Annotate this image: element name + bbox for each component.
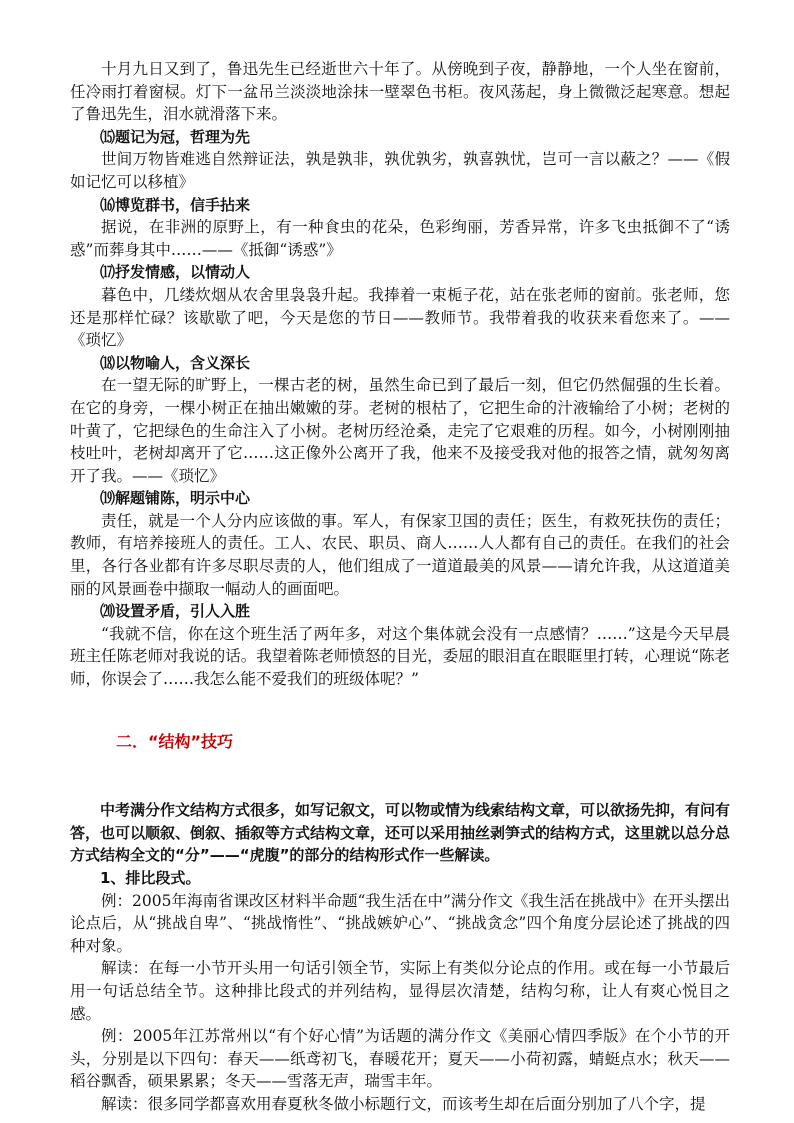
paragraph: 解读：很多同学都喜欢用春夏秋冬做小标题行文，而该考生却在后面分别加了八个字，提 bbox=[101, 1094, 706, 1113]
subheading: ⒄抒发情感，以情动人 bbox=[100, 263, 251, 282]
paragraph: 例：2005年海南省课改区材料半命题“我生活在中”满分作文《我生活在挑战中》在开头摆出论点后，从“挑战自卑”、“挑战惰性”、“挑战嫉妒心”、“挑战贪念”四个角度分层论述了挑战的四种对象。 bbox=[70, 891, 730, 955]
subheading: 1、排比段式。 bbox=[100, 869, 201, 887]
subheading: ⒂题记为冠，哲理为先 bbox=[100, 127, 251, 146]
section-intro: 中考满分作文结构方式很多，如写记叙文，可以物或情为线索结构文章，可以欲扬先抑，有问有答，也可以顺叙、倒叙、插叙等方式结构文章，还可以采用抽丝剥笋式的结构方式，这里就以总分总方式结构全文的“分”——“虎腹”的部分的结构形式作一些解读。 bbox=[70, 801, 731, 865]
subheading: ⒃博览群书，信手拈来 bbox=[100, 195, 251, 214]
paragraph: 在一望无际的旷野上，一棵古老的树，虽然生命已到了最后一刻，但它仍然倔强的生长着。在它的身旁，一棵小树正在抽出嫩嫩的芽。老树的根枯了，它把生命的汁液输给了小树；老树的叶黄了，它把绿色的生命注入了小树。老树历经沧桑，走完了它艰难的历程。如今，小树刚刚抽枝吐叶，老树却离开了它……这正像外公离开了我，他来不及接受我对他的报答之情，就匆匆离开了我。——《琐忆》 bbox=[70, 376, 730, 485]
paragraph: 例：2005年江苏常州以“有个好心情”为话题的满分作文《美丽心情四季版》在个小节的开头，分别是以下四句：春天——纸鸢初飞，春暖花开；夏天——小荷初露，蜻蜓点水；秋天——稻谷飘香，硕果累累；冬天——雪落无声，瑞雪丰年。 bbox=[70, 1027, 730, 1091]
paragraph: “我就不信，你在这个班生活了两年多，对这个集体就会没有一点感情？……”这是今天早晨班主任陈老师对我说的话。我望着陈老师愤怒的目光，委屈的眼泪直在眼眶里打转，心理说“陈老师，你误会了……我怎么能不爱我们的班级体呢？” bbox=[70, 624, 730, 689]
bottom-text-block bbox=[70, 867, 730, 1116]
paragraph: 据说，在非洲的原野上，有一种食虫的花朵，色彩绚丽，芳香异常，许多飞虫抵御不了“诱惑”而葬身其中……——《抵御“诱惑”》 bbox=[70, 218, 730, 259]
paragraph: 暮色中，几缕炊烟从农舍里袅袅升起。我捧着一束栀子花，站在张老师的窗前。张老师，您还是那样忙碌？该歇歇了吧，今天是您的节日——教师节。我带着我的收获来看您来了。——《琐忆》 bbox=[70, 285, 730, 350]
subheading: ⒇设置矛盾，引人入胜 bbox=[100, 602, 251, 621]
document-page bbox=[70, 58, 730, 1116]
subheading: ⒅以物喻人，含义深长 bbox=[100, 353, 251, 372]
subheading: ⒆解题铺陈，明示中心 bbox=[100, 489, 251, 508]
paragraph: 世间万物皆难逃自然辩证法，孰是孰非，孰优孰劣，孰喜孰忧，岂可一言以蔽之？——《假如记忆可以移植》 bbox=[70, 150, 730, 191]
paragraph: 解读：在每一小节开头用一句话引领全节，实际上有类似分论点的作用。或在每一小节最后用一句话总结全节。这种排比段式的并列结构，显得层次清楚，结构匀称，让人有爽心悦目之感。 bbox=[70, 959, 730, 1023]
top-text-block bbox=[70, 58, 730, 691]
paragraph: 十月九日又到了，鲁迅先生已经逝世六十年了。从傍晚到子夜，静静地，一个人坐在窗前，任冷雨打着窗棂。灯下一盆吊兰淡淡地涂抹一壁翠色书柜。夜风荡起，身上微微泛起寒意。想起了鲁迅先生，泪水就滑落下来。 bbox=[70, 60, 730, 124]
paragraph: 责任，就是一个人分内应该做的事。军人，有保家卫国的责任；医生，有救死扶伤的责任；教师，有培养接班人的责任。工人、农民、职员、商人……人人都有自己的责任。在我们的社会里，各行各业都有许多尽职尽责的人，他们组成了一道道最美的风景——请允许我，从这道道美丽的风景画卷中撷取一幅动人的画面吧。 bbox=[70, 511, 730, 598]
section-heading: 二．“结构”技巧 bbox=[116, 731, 234, 751]
